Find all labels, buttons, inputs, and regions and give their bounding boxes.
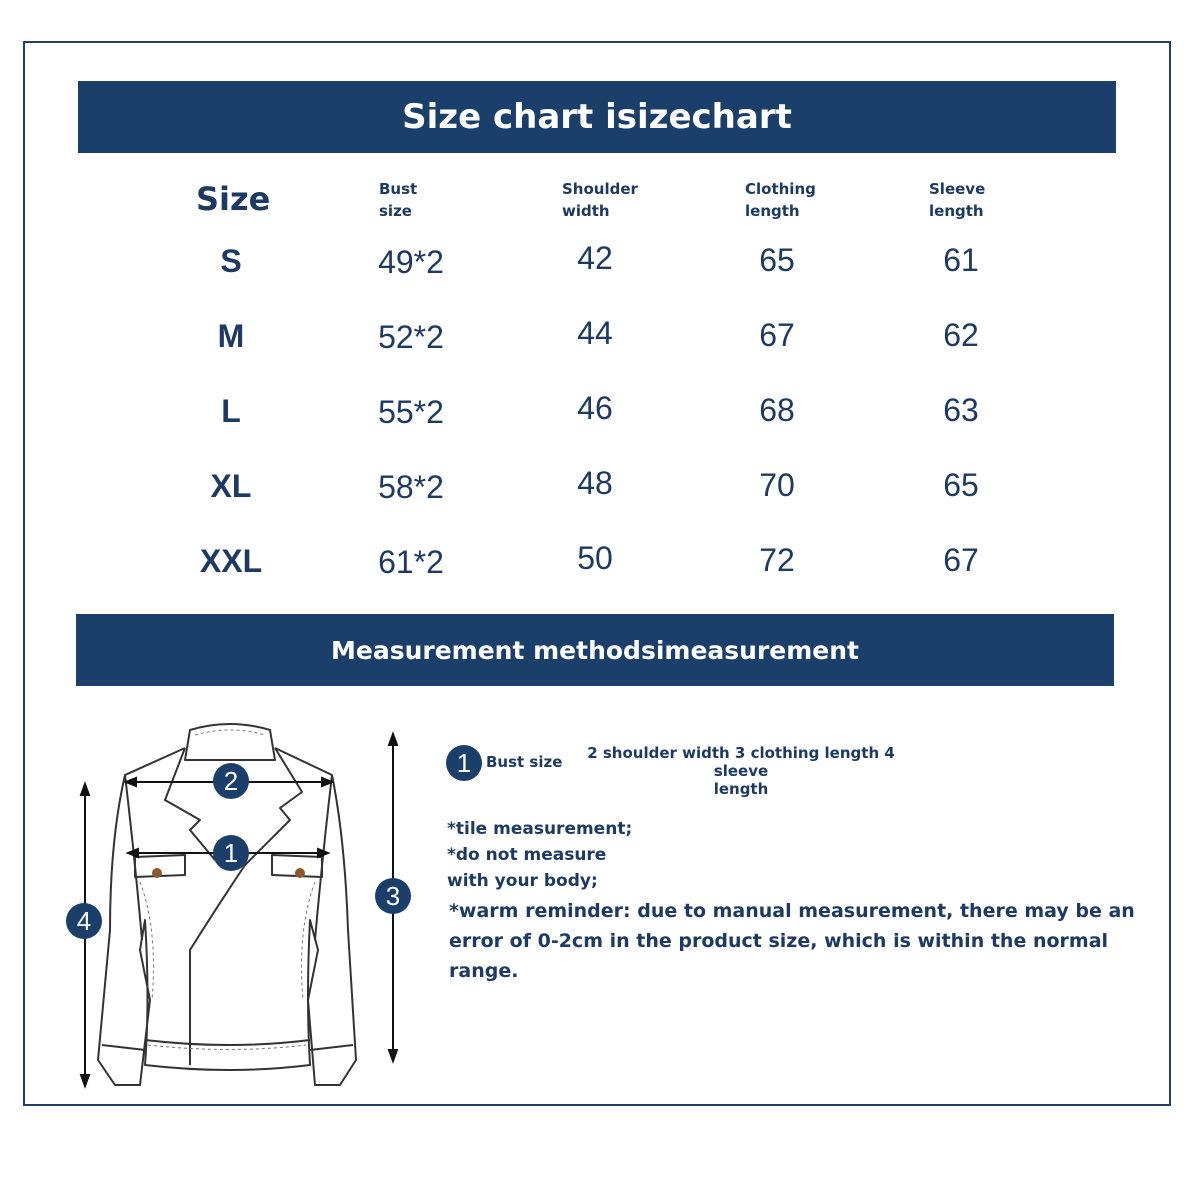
notes bbox=[447, 816, 632, 894]
cell-size: L bbox=[221, 393, 241, 429]
header-shoulder-line1: Shoulder bbox=[562, 180, 638, 198]
cell-shoulder: 46 bbox=[577, 390, 613, 426]
cell-clothing: 70 bbox=[759, 467, 795, 503]
measurement-title: Measurement methodsimeasurement bbox=[76, 614, 1114, 686]
header-size: Size bbox=[196, 180, 271, 218]
note-line: *tile measurement; bbox=[447, 819, 633, 839]
header-shoulder-line2: width bbox=[562, 202, 610, 220]
header-clothing-line2: length bbox=[745, 202, 800, 220]
cell-sleeve: 61 bbox=[943, 242, 979, 278]
size-chart-title: Size chart isizechart bbox=[78, 81, 1116, 153]
header-sleeve bbox=[929, 178, 985, 222]
header-bust-line2: size bbox=[379, 202, 412, 220]
cell-size: XXL bbox=[199, 543, 263, 579]
cell-sleeve: 67 bbox=[943, 542, 979, 578]
header-sleeve-line2: length bbox=[929, 202, 984, 220]
cell-bust: 49*2 bbox=[378, 244, 444, 280]
cell-sleeve: 62 bbox=[943, 317, 979, 353]
note-line: with your body; bbox=[447, 871, 598, 891]
cell-sleeve: 63 bbox=[943, 392, 979, 428]
cell-clothing: 68 bbox=[759, 392, 795, 428]
badge-length: 3 bbox=[375, 878, 411, 914]
header-clothing-line1: Clothing bbox=[745, 180, 816, 198]
reminder-line: error of 0-2cm in the product size, which is within the normal range. bbox=[449, 930, 1109, 982]
header-bust-line1: Bust bbox=[379, 180, 418, 198]
legend-rest-line1: 2 shoulder width 3 clothing length 4 sleeve bbox=[587, 744, 895, 780]
cell-clothing: 72 bbox=[759, 542, 795, 578]
reminder-line: *warm reminder: due to manual measurement, there may be an bbox=[449, 900, 1135, 922]
cell-bust: 52*2 bbox=[378, 319, 444, 355]
header-sleeve-line1: Sleeve bbox=[929, 180, 986, 198]
header-bust bbox=[379, 178, 417, 222]
header-shoulder bbox=[562, 178, 638, 222]
legend-rest bbox=[571, 744, 911, 798]
cell-size: XL bbox=[210, 468, 252, 504]
warm-reminder bbox=[449, 896, 1159, 986]
cell-shoulder: 44 bbox=[577, 315, 613, 351]
badge-sleeve: 4 bbox=[66, 903, 102, 939]
badge-bust: 1 bbox=[213, 835, 249, 871]
cell-sleeve: 65 bbox=[943, 467, 979, 503]
jacket-illustration bbox=[40, 700, 400, 1100]
header-clothing bbox=[745, 178, 816, 222]
cell-clothing: 65 bbox=[759, 242, 795, 278]
note-line: *do not measure bbox=[447, 845, 607, 865]
cell-shoulder: 48 bbox=[577, 465, 613, 501]
badge-shoulder: 2 bbox=[213, 763, 249, 799]
legend-badge: 1 bbox=[446, 745, 482, 781]
cell-clothing: 67 bbox=[759, 317, 795, 353]
cell-bust: 61*2 bbox=[378, 544, 444, 580]
cell-bust: 55*2 bbox=[378, 394, 444, 430]
cell-size: S bbox=[220, 243, 242, 279]
cell-size: M bbox=[217, 318, 245, 354]
legend-bust-label: Bust size bbox=[486, 753, 563, 771]
cell-bust: 58*2 bbox=[378, 469, 444, 505]
legend-rest-line2: length bbox=[713, 780, 769, 798]
cell-shoulder: 50 bbox=[577, 540, 613, 576]
cell-shoulder: 42 bbox=[577, 240, 613, 276]
